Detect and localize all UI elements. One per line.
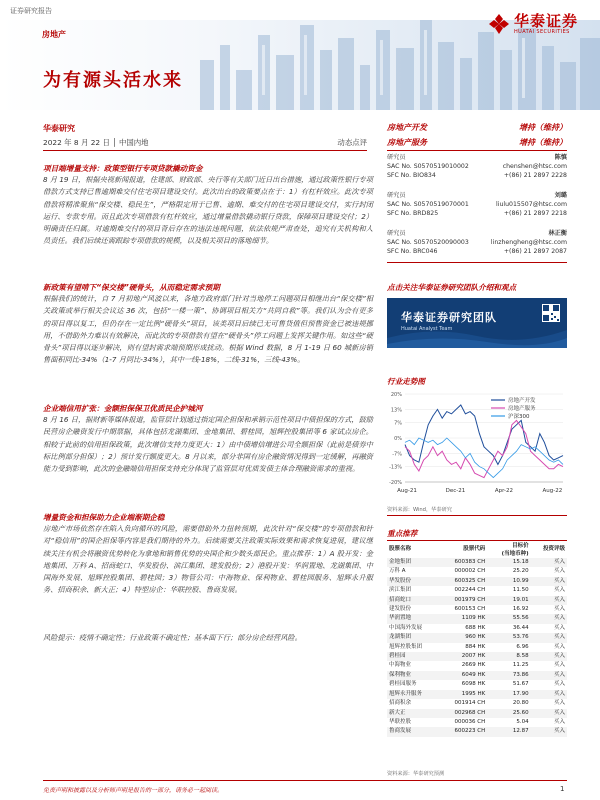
recs-heading: 重点推荐 bbox=[387, 529, 418, 538]
rating-row bbox=[387, 137, 567, 148]
series-line bbox=[405, 438, 563, 478]
cell-code: 600153 CH bbox=[454, 606, 486, 613]
divider bbox=[43, 150, 367, 151]
col-price bbox=[487, 542, 530, 558]
table-row bbox=[387, 605, 567, 614]
cell-code: 1109 HK bbox=[461, 615, 486, 622]
cell-code: 688 HK bbox=[465, 624, 486, 631]
col-price-bottom: (当地币种) bbox=[501, 551, 529, 557]
cell-code: 002968 CH bbox=[454, 709, 486, 716]
cell-code: 600325 CH bbox=[454, 577, 486, 584]
cell-code: 000002 CH bbox=[454, 568, 486, 575]
date-line bbox=[43, 137, 367, 148]
cell-price: 10.99 bbox=[512, 577, 529, 584]
footer-disclaimer: 免责声明和披露以及分析师声明是报告的一部分，请务必一起阅读。 bbox=[43, 787, 224, 794]
cell-code: 6098 HK bbox=[461, 681, 486, 688]
cell-rating: 买入 bbox=[553, 568, 565, 575]
sector-tag: 房地产 bbox=[42, 30, 66, 39]
analyst-sac: SAC No. S0570519070001 bbox=[387, 201, 469, 209]
cell-name: 新大正 bbox=[389, 709, 406, 716]
analyst-name: 刘璐 bbox=[554, 192, 567, 199]
cell-code: 2007 HK bbox=[461, 653, 486, 660]
cell-price: 16.92 bbox=[512, 606, 529, 613]
table-row bbox=[387, 690, 567, 699]
analyst-phone: +(86) 21 2897 2087 bbox=[503, 248, 567, 256]
cell-name: 华发股份 bbox=[389, 577, 412, 584]
analyst-sfc: SFC No. BRD825 bbox=[387, 210, 439, 218]
section-1 bbox=[43, 163, 373, 248]
cell-price: 51.67 bbox=[512, 681, 529, 688]
y-tick-label: 13% bbox=[390, 407, 402, 414]
analyst-name: 林正衡 bbox=[548, 230, 567, 237]
cell-rating: 买入 bbox=[553, 709, 565, 716]
analyst-email[interactable]: chenshen@htsc.com bbox=[502, 163, 567, 171]
cell-code: 001914 CH bbox=[454, 700, 486, 707]
cell-price: 53.76 bbox=[512, 634, 529, 641]
report-title: 为有源头活水来 bbox=[43, 70, 183, 91]
section-title: 项目端增量支持：政策型银行专项贷款撬动资金 bbox=[43, 164, 203, 173]
cell-rating: 买入 bbox=[553, 653, 565, 660]
rating-value: 增持（维持） bbox=[519, 138, 567, 147]
cell-name: 华润置地 bbox=[389, 615, 412, 622]
cell-name: 旭辉控股集团 bbox=[389, 643, 423, 650]
x-tick-label: Aug-22 bbox=[542, 488, 563, 494]
cell-name: 华联控股 bbox=[389, 718, 412, 725]
risk-body: 风险提示：疫情不确定性；行业政策不确定性；基本面下行；部分房企经营风险。 bbox=[43, 633, 302, 642]
company-logo bbox=[488, 10, 598, 40]
report-type-label: 证券研究报告 bbox=[10, 7, 52, 15]
cell-name: 保利物业 bbox=[389, 671, 412, 678]
table-row bbox=[387, 624, 567, 633]
cell-rating: 买入 bbox=[553, 559, 565, 565]
y-tick-label: 20% bbox=[390, 392, 402, 398]
cell-price: 17.90 bbox=[512, 690, 529, 697]
cell-rating: 买入 bbox=[553, 587, 565, 594]
cell-rating: 买入 bbox=[553, 700, 565, 707]
cell-price: 20.80 bbox=[512, 700, 529, 707]
cell-name: 滨江集团 bbox=[389, 587, 412, 594]
analyst-team-banner[interactable] bbox=[387, 298, 567, 348]
cell-code: 6049 HK bbox=[461, 671, 486, 678]
col-code: 股票代码 bbox=[463, 546, 486, 553]
cell-code: 001979 CH bbox=[454, 596, 486, 603]
legend-label: 房地产开发 bbox=[508, 398, 536, 404]
cell-price: 19.01 bbox=[512, 596, 529, 603]
cell-rating: 买入 bbox=[553, 681, 565, 688]
cell-rating: 买入 bbox=[553, 615, 565, 622]
cell-code: 960 HK bbox=[465, 634, 486, 641]
report-kind: 动态点评 bbox=[337, 138, 367, 147]
analyst-phone: +(86) 21 2897 2218 bbox=[503, 210, 567, 218]
analyst-role: 研究员 bbox=[387, 192, 406, 199]
analyst-sac: SAC No. S0570519010002 bbox=[387, 163, 469, 171]
table-row bbox=[387, 596, 567, 605]
analyst-sfc: SFC No. BIO834 bbox=[387, 172, 436, 180]
table-row bbox=[387, 567, 567, 576]
table-row bbox=[387, 586, 567, 595]
cell-name: 招商积余 bbox=[389, 700, 412, 707]
cell-price: 8.58 bbox=[516, 653, 529, 660]
rating-value: 增持（维持） bbox=[519, 123, 567, 132]
cell-price: 11.50 bbox=[512, 587, 529, 594]
analyst-phone: +(86) 21 2897 2228 bbox=[503, 172, 567, 180]
col-name: 股票名称 bbox=[389, 546, 412, 553]
cell-code: 1995 HK bbox=[461, 690, 486, 697]
table-row bbox=[387, 718, 567, 727]
analyst-name: 陈慎 bbox=[554, 154, 567, 161]
y-tick-label: 0% bbox=[394, 436, 402, 442]
section-body: 根据我们的统计，自 7 月初地产风波以来，各地方政府部门针对当地停工问题项目相继出台“保交楼”相关政策或举行相关会议达 36 次，包括“一楼一策”、协调项目相关方“共同自救”等。我们认为会有更多的项目得以复工，但仍存在一定比例“硬骨头”项目，该类项目后续已无可售货值但预售资金已被违规挪用，不借助外力难以有效解决，而此次的专项借款有望在“硬骨头”停工问题上发挥关键作用。如这些“硬骨头”项目得以逐步解决，则有望封需求端预期形成扰动。根据 Wind 数据，8 月 1-19 日 60 城新房销售面积同比-34%（1-7 月同比-34%），其中一线-18%，二线-31%，三线-43%。 bbox=[43, 294, 373, 365]
rating-row bbox=[387, 122, 567, 133]
cell-name: 万科 A bbox=[389, 568, 406, 575]
cell-code: 000036 CH bbox=[454, 718, 486, 725]
cell-price: 36.44 bbox=[512, 624, 529, 631]
cell-name: 旭辉永升服务 bbox=[389, 690, 423, 697]
research-org: 华泰研究 bbox=[43, 124, 75, 133]
section-4 bbox=[43, 512, 373, 597]
recs-source: 资料来源：华泰研究预测 bbox=[387, 771, 445, 777]
analyst-card bbox=[387, 229, 567, 257]
table-row bbox=[387, 652, 567, 661]
cell-name: 碧桂园 bbox=[389, 653, 406, 660]
cell-rating: 买入 bbox=[553, 643, 565, 650]
page-number: 1 bbox=[560, 785, 565, 793]
analyst-email[interactable]: linzhengheng@htsc.com bbox=[490, 239, 567, 247]
cell-name: 中国海外发展 bbox=[389, 624, 423, 631]
table-row bbox=[387, 699, 567, 708]
cell-name: 建发股份 bbox=[389, 606, 412, 613]
cell-price: 11.25 bbox=[512, 662, 529, 669]
qr-heading[interactable]: 点击关注华泰证券研究团队介绍和观点 bbox=[387, 283, 517, 292]
recs-table bbox=[387, 542, 567, 737]
cell-code: 884 HK bbox=[465, 643, 486, 650]
section-3 bbox=[43, 403, 373, 475]
section-2 bbox=[43, 282, 373, 367]
analyst-role: 研究员 bbox=[387, 154, 406, 161]
cell-name: 鲁商发展 bbox=[389, 728, 412, 735]
cell-name: 金地集团 bbox=[389, 559, 412, 565]
footer-divider bbox=[43, 780, 567, 781]
section-body: 8 月 19 日，根据央视新闻报道，住建部、财政部、央行等有关部门近日出台措施，通过政策性银行专项借款方式支持已售逾期难交付住宅项目建设交付。此次出台的政策要点在于：1）有杠杆效应。此次专项借款将精准聚焦“保交楼、稳民生”，严格限定用于已售、逾期、难交付的住宅项目建设交付，实行封闭运行、专款专用。而且此次专项借款有杠杆效应，通过增量借款撬动银行贷款，保障项目建设交付；2）明确责任归属。对逾期难交付的项目背后存在的违法违规问题，依法依规严肃查处，追究有关机构和人员责任。我们后续还需跟踪专项借款的规模，以及相关项目的落地细节。 bbox=[43, 175, 373, 246]
chart-heading: 行业走势图 bbox=[387, 377, 425, 386]
cell-code: 600383 CH bbox=[454, 559, 486, 565]
analyst-email[interactable]: liulu015507@htsc.com bbox=[496, 201, 567, 209]
industry-trend-chart bbox=[387, 390, 567, 502]
y-tick-label: -7% bbox=[392, 451, 402, 458]
x-tick-label: Apr-22 bbox=[494, 488, 513, 494]
x-tick-label: Aug-21 bbox=[397, 488, 417, 494]
cell-rating: 买入 bbox=[553, 596, 565, 603]
chart-source: 资料来源：Wind，华泰研究 bbox=[387, 507, 452, 513]
cell-rating: 买入 bbox=[553, 606, 565, 613]
y-tick-label: -13% bbox=[389, 464, 402, 471]
divider bbox=[387, 540, 567, 541]
rating-label: 房地产开发 bbox=[387, 123, 427, 132]
team-subtitle: Huatai Analyst Team bbox=[401, 326, 453, 332]
table-row bbox=[387, 577, 567, 586]
cell-name: 招商蛇口 bbox=[389, 596, 412, 603]
cell-price: 6.96 bbox=[516, 643, 529, 650]
y-tick-label: -20% bbox=[389, 480, 402, 486]
cell-price: 15.18 bbox=[512, 559, 529, 565]
cell-rating: 买入 bbox=[553, 577, 565, 584]
table-row bbox=[387, 633, 567, 642]
section-title: 新政策有望啃下“保交楼”硬骨头，从而稳定需求预期 bbox=[43, 283, 220, 292]
table-row bbox=[387, 614, 567, 623]
table-row bbox=[387, 671, 567, 680]
cell-rating: 买入 bbox=[553, 634, 565, 641]
cell-price: 12.87 bbox=[512, 728, 529, 735]
logo-subtitle: HUATAI SECURITIES bbox=[514, 29, 570, 35]
cell-rating: 买入 bbox=[553, 718, 565, 725]
analyst-sac: SAC No. S0570520090003 bbox=[387, 239, 469, 247]
analyst-sfc: SFC No. BRC046 bbox=[387, 248, 438, 256]
rating-label: 房地产服务 bbox=[387, 138, 427, 147]
col-price-top: 目标价 bbox=[512, 543, 529, 549]
cell-name: 碧桂园服务 bbox=[389, 681, 417, 688]
analyst-card bbox=[387, 153, 567, 181]
table-row bbox=[387, 727, 567, 736]
legend-label: 房地产服务 bbox=[508, 406, 536, 412]
cell-rating: 买入 bbox=[553, 662, 565, 669]
cell-code: 2669 HK bbox=[461, 662, 486, 669]
divider bbox=[387, 150, 567, 151]
analyst-role: 研究员 bbox=[387, 230, 406, 237]
cell-name: 龙湖集团 bbox=[389, 634, 412, 641]
section-body: 8 月 16 日，据财新等媒体报道，监管层计划通过指定国企担保和承销示范性项目中债担保的方式，鼓励民营房企融资发行中期票据，具体包括龙湖集团、金地集团、碧桂园，旭辉控股集团等 6 家试点房企。相较于此前的信用担保政策，此次增信支持力度更大：1）由中债增信增进公司全额担保（此前是债券中标比例部分担保）；2）预计发行额度更大。8 月以来，部分非国有房企融资情况得到一定缓解，再融资能力受到影响，此次的金融端信用担保支持充分体现了监管层对优质发债主体合理融资需求的重视。 bbox=[43, 415, 373, 474]
cell-rating: 买入 bbox=[553, 624, 565, 631]
table-row bbox=[387, 680, 567, 689]
cell-code: 600223 CH bbox=[454, 728, 486, 735]
cell-price: 73.86 bbox=[512, 671, 529, 678]
cell-rating: 买入 bbox=[553, 671, 565, 678]
legend-label: 沪深300 bbox=[508, 414, 530, 420]
report-date: 2022 年 8 月 22 日 │ 中国内地 bbox=[43, 138, 149, 147]
team-title: 华泰证券研究团队 bbox=[401, 311, 497, 324]
cell-rating: 买入 bbox=[553, 690, 565, 697]
cell-price: 55.56 bbox=[512, 615, 529, 622]
cell-name: 中海物业 bbox=[389, 662, 412, 669]
section-title: 企业端信用扩张：金额担保保卫优质民企护城河 bbox=[43, 404, 203, 413]
x-tick-label: Dec-21 bbox=[445, 488, 466, 494]
cell-code: 002244 CH bbox=[454, 587, 486, 594]
table-row bbox=[387, 661, 567, 670]
cell-rating: 买入 bbox=[553, 728, 565, 735]
cell-price: 25.60 bbox=[512, 709, 529, 716]
logo-name: 华泰证券 bbox=[514, 12, 579, 30]
analyst-card bbox=[387, 191, 567, 219]
qr-code-icon[interactable] bbox=[542, 304, 560, 322]
table-row bbox=[387, 643, 567, 652]
table-row bbox=[387, 709, 567, 718]
risk-note bbox=[43, 632, 373, 644]
section-title: 增量资金和担保助力企业端渐期企稳 bbox=[43, 513, 165, 522]
section-body: 房地产市场依然存在陷入负向循环的风险，需要借助外力扭转预期，此次针对“保交楼”的专项借款和针对“稳信用”的国企担保等内容是我们期待的外力。后续需要关注政策实际效果和需求恢复进展，建议继续关注有机会将融资优势转化为拿地和销售优势的央国企和少数头部民企。重点推荐：1）A 股开发：金地集团、万科 A、招商蛇口、华发股份、滨江集团、建发股份；2）港股开发：华润置地、龙湖集团、中国海外发展、旭辉控股集团、碧桂园；3）物管公司：中海物业、保利物业、碧桂园服务、旭辉永升服务、招商积余、新大正；4）特型房企：华联控股、鲁商发展。 bbox=[43, 524, 373, 595]
divider bbox=[387, 262, 567, 263]
table-row bbox=[387, 558, 567, 567]
logo-mark-icon bbox=[488, 13, 510, 35]
cell-price: 5.04 bbox=[516, 718, 529, 725]
col-rating: 投资评级 bbox=[542, 546, 565, 553]
recs-table-wrap bbox=[387, 542, 567, 737]
y-tick-label: 7% bbox=[394, 420, 402, 427]
divider bbox=[387, 515, 567, 516]
cell-price: 25.20 bbox=[512, 568, 529, 575]
